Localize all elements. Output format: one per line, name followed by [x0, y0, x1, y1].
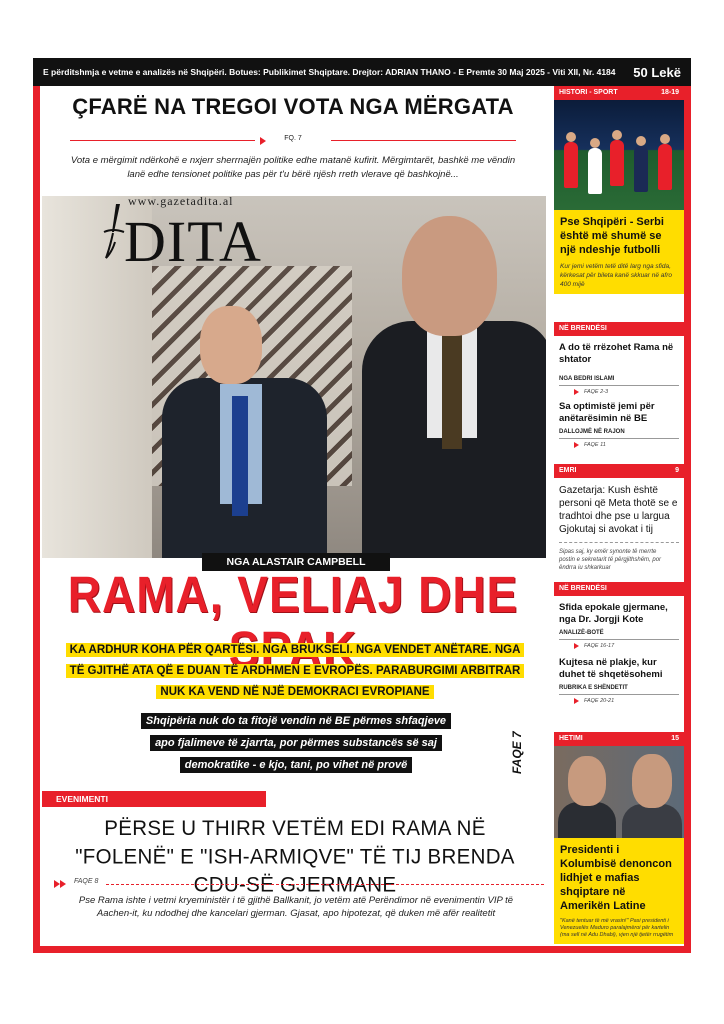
sidebar-hetimi[interactable] [554, 732, 684, 944]
lead-subtitle: Vota e mërgimit ndërkohë e nxjerr sherrnajën politike edhe matanë kufirit. Mërgimtarët, bashkë me vëndin lanë edhe tensionet politike pas për t'u bërë njësh rreth vlerave që bashkojnë... [70, 155, 516, 180]
item-author: ANALIZË-BOTË [559, 630, 604, 636]
brand-logo[interactable] [98, 182, 348, 274]
page-content [40, 86, 684, 946]
sidebar-sport[interactable] [554, 86, 684, 294]
item-title: Sfida epokale gjermane, nga Dr. Jorgji Kote [559, 602, 668, 625]
sport-title: Pse Shqipëri - Serbi është më shumë se një ndeshje futbolli [560, 216, 664, 256]
cover-page-ref: FAQE 7 [510, 731, 524, 774]
sport-card [554, 210, 684, 294]
event-section-tag: EVENIMENTI [42, 791, 266, 807]
photo-person-left [162, 306, 327, 558]
item-page: FAQE 20-21 [554, 695, 684, 704]
cover-kicker: NGA ALASTAIR CAMPBELL [202, 553, 390, 571]
item-page: FAQE 11 [554, 439, 684, 448]
hetimi-desc: "Kanë tentuar të më vrasin!" Pasi presidenti i Venezuelës Maduro paralajmëroi për kartelin (ma sell në Adu Dhabi), vjen një tjetër rrugëtim [560, 918, 674, 938]
logo-text: DITA [124, 209, 262, 274]
section-pages: 15 [671, 735, 679, 742]
emri-title: Gazetarja: Kush është personi që Meta thotë se e tradhtoi dhe pse u largua Gjokutaj si avokat i tij [559, 485, 678, 535]
list-item[interactable] [554, 602, 684, 649]
page-frame [33, 58, 691, 953]
page-ref-label: FAQE 8 [74, 878, 99, 885]
cover-quote [136, 710, 456, 776]
site-url: www.gazetadita.al [128, 194, 234, 208]
section-label: NË BRENDËSI [559, 325, 607, 332]
item-author: NGA BEDRI ISLAMI [559, 376, 615, 382]
section-header [554, 464, 684, 478]
section-label: EMRI [559, 467, 577, 474]
lead-headline[interactable]: ÇFARË NA TREGOI VOTA NGA MËRGATA [72, 94, 514, 119]
sidebar-inside-2 [554, 582, 684, 704]
item-author: DALLOJMË NË RAJON [559, 429, 625, 435]
divider [106, 884, 544, 885]
section-header [554, 582, 684, 596]
hetimi-photo [554, 746, 684, 838]
page-ref-label: FQ. 7 [284, 135, 302, 142]
lead-page-ref [70, 134, 516, 148]
top-bar [33, 58, 691, 86]
section-label: HETIMI [559, 735, 583, 742]
arrow-icon [60, 880, 66, 888]
section-header [554, 86, 684, 100]
cover-headline[interactable]: RAMA, VELIAJ DHE [67, 565, 519, 624]
masthead-info: E përditshmja e vetme e analizës në Shqipëri. Botues: Publikimet Shqiptare. Drejtor: ADRIAN THANO - E Premte 30 Maj 2025 - Viti XII, Nr. 4184 [43, 67, 616, 77]
section-pages: 18-19 [661, 89, 679, 96]
section-header [554, 322, 684, 336]
cover-highlight [64, 640, 526, 703]
sport-photo [554, 100, 684, 210]
section-header [554, 732, 684, 746]
list-item[interactable] [554, 401, 684, 448]
event-headline[interactable]: PËRSE U THIRR VETËM EDI RAMA NË "FOLENË" E "ISH-ARMIQVE" TË TIJ BRENDA CDU-SË GJERMANE [75, 816, 515, 897]
sidebar [554, 86, 684, 946]
item-title: A do të rrëzohet Rama në shtator [559, 342, 674, 365]
item-author: RUBRIKA E SHËNDETIT [559, 685, 628, 691]
sidebar-emri[interactable] [554, 464, 684, 572]
section-pages: 9 [675, 467, 679, 474]
event-page-ref [54, 878, 544, 890]
main-column [40, 86, 546, 946]
section-label: NË BRENDËSI [559, 585, 607, 592]
event-text: Pse Rama ishte i vetmi kryeministër i të gjithë Ballkanit, jo vetëm atë Perëndimor në evenimentin VIP të Aachen-it, ku ndodhej dhe kancelari gjerman. Gjasat, apo hipotezat, që duken më afër realitetit [78, 895, 514, 919]
item-page: FAQE 2-3 [554, 386, 684, 395]
list-item[interactable] [554, 657, 684, 704]
photo-person-right [362, 216, 546, 558]
quote-text: Shqipëria nuk do ta fitojë vendin në BE përmes shfaqjeve apo fjalimeve të zjarrta, por përmes substancës së saj demokratike - e kjo, tani, po vihet në provë [141, 713, 451, 773]
item-title: Sa optimistë jemi për anëtarësimin në BE [559, 401, 655, 424]
hetimi-card [554, 838, 684, 944]
sport-desc: Kur jemi vetëm tetë ditë larg nga sfida, kërkesat për bileta kanë skkuar në afro 400 mijë [560, 263, 673, 288]
sidebar-inside-1 [554, 322, 684, 448]
emri-desc: Sipas saj, ky emër synonte të merrte postin e sekretarit të përgjithshëm, por ëndrra iu shkarkuar [559, 542, 679, 572]
list-item[interactable] [554, 342, 684, 395]
item-page: FAQE 16-17 [554, 640, 684, 649]
section-label: HISTORI - SPORT [559, 89, 618, 96]
hetimi-title: Presidenti i Kolumbisë denoncon lidhjet e mafias shqiptare në Amerikën Latine [560, 844, 672, 912]
price: 50 Lekë [633, 64, 681, 80]
highlight-text: KA ARDHUR KOHA PËR QARTËSI. NGA BRUKSELI. NGA VENDET ANËTARE. NGA TË GJITHË ATA QË E DUAN TË ARDHMEN E EVROPËS. PARABURGIMI ARBITRAR NUK KA VEND NË NJË DEMOKRACI EVROPIANE [66, 643, 525, 699]
item-title: Kujtesa në plakje, kur duhet të shqetësohemi [559, 657, 663, 680]
